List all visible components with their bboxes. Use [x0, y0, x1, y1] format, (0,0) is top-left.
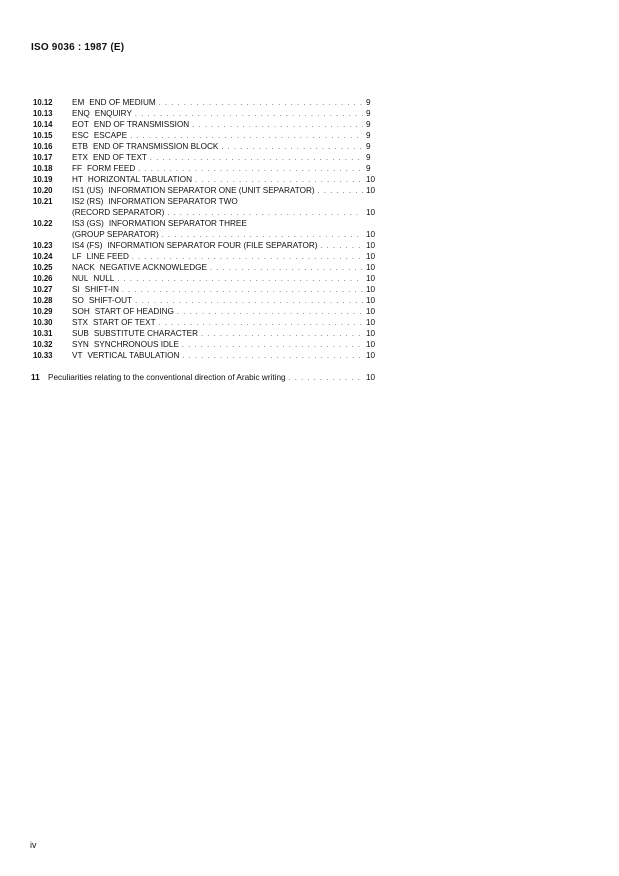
toc-entry-page-number: 9 — [366, 153, 371, 162]
toc-entry-page-number: 10 — [366, 230, 376, 239]
toc-entry-abbreviation: SUB — [72, 329, 89, 338]
document-header — [31, 42, 124, 53]
toc-entry — [33, 196, 378, 207]
toc-entry-abbreviation: ESC — [72, 131, 89, 140]
toc-entry-title: SHIFT-OUT — [88, 296, 133, 305]
dot-leader — [177, 307, 363, 318]
toc-entry-number: 10.30 — [33, 318, 53, 327]
toc-entry-abbreviation: LF — [72, 252, 82, 261]
toc-entry — [33, 163, 378, 174]
toc-entry-abbreviation: IS2 (RS) — [72, 197, 104, 206]
toc-entry-page-number: 10 — [366, 340, 376, 349]
clause-title: Peculiarities relating to the conventional direction of Arabic writing — [48, 373, 286, 382]
toc-entry-title: NEGATIVE ACKNOWLEDGE — [99, 263, 207, 272]
toc-entry-page-number: 10 — [366, 274, 376, 283]
toc-entry-title: END OF MEDIUM — [89, 98, 156, 107]
table-of-contents — [33, 97, 378, 361]
toc-entry-page-number: 9 — [366, 120, 371, 129]
toc-entry — [33, 240, 378, 251]
toc-entry-number: 10.28 — [33, 296, 53, 305]
toc-entry-page-number: 10 — [366, 252, 376, 261]
toc-entry — [33, 273, 378, 284]
toc-entry-number: 10.26 — [33, 274, 53, 283]
dot-leader — [182, 340, 363, 351]
dot-leader — [150, 153, 363, 164]
toc-entry — [33, 328, 378, 339]
toc-entry-number: 10.25 — [33, 263, 53, 272]
toc-entry-page-number: 9 — [366, 142, 371, 151]
toc-entry — [33, 130, 378, 141]
toc-entry-page-number: 9 — [366, 131, 371, 140]
toc-entry-number: 10.18 — [33, 164, 53, 173]
toc-entry-abbreviation: HT — [72, 175, 83, 184]
toc-entry-number: 10.13 — [33, 109, 53, 118]
toc-entry-abbreviation: EM — [72, 98, 85, 107]
dot-leader — [182, 351, 363, 362]
toc-entry-abbreviation: STX — [72, 318, 88, 327]
page-number: iv — [30, 840, 37, 850]
toc-entry-number: 10.14 — [33, 120, 53, 129]
toc-entry-abbreviation: SO — [72, 296, 84, 305]
toc-entry-page-number: 9 — [366, 164, 371, 173]
toc-entry-number: 10.29 — [33, 307, 53, 316]
toc-entry-abbreviation: ETB — [72, 142, 88, 151]
toc-entry-continuation — [33, 207, 378, 218]
toc-entry-page-number: 10 — [366, 175, 376, 184]
toc-entry-number: 10.32 — [33, 340, 53, 349]
toc-entry-page-number: 10 — [366, 208, 376, 217]
toc-entry-page-number: 10 — [366, 285, 376, 294]
toc-entry-page-number: 10 — [366, 329, 376, 338]
toc-entry-number: 10.22 — [33, 219, 53, 228]
toc-entry-title-continued: (RECORD SEPARATOR) — [72, 208, 165, 217]
toc-entry-page-number: 10 — [366, 241, 376, 250]
toc-entry-number: 10.15 — [33, 131, 53, 140]
dot-leader — [159, 98, 363, 109]
toc-entry-number: 10.21 — [33, 197, 53, 206]
toc-entry — [33, 97, 378, 108]
toc-entry-title: SHIFT-IN — [84, 285, 119, 294]
clause-number: 11 — [31, 373, 40, 382]
toc-entry-number: 10.33 — [33, 351, 53, 360]
toc-entry-page-number: 10 — [366, 318, 376, 327]
toc-entry — [33, 295, 378, 306]
toc-entry-title: END OF TEXT — [92, 153, 147, 162]
toc-entry — [33, 218, 378, 229]
toc-entry-abbreviation: IS1 (US) — [72, 186, 104, 195]
toc-entry — [33, 339, 378, 350]
toc-entry-page-number: 10 — [366, 307, 376, 316]
toc-entry-title: ESCAPE — [93, 131, 128, 140]
toc-entry-page-number: 10 — [366, 351, 376, 360]
toc-entry — [33, 262, 378, 273]
dot-leader — [318, 186, 363, 197]
toc-entry-abbreviation: SYN — [72, 340, 89, 349]
toc-entry-abbreviation: FF — [72, 164, 83, 173]
toc-entry-page-number: 9 — [366, 98, 371, 107]
toc-entry-page-number: 10 — [366, 296, 376, 305]
toc-entry-page-number: 10 — [366, 186, 376, 195]
toc-entry — [33, 306, 378, 317]
toc-entry-abbreviation: VT — [72, 351, 83, 360]
toc-entry-title: START OF HEADING — [94, 307, 174, 316]
toc-entry-number: 10.31 — [33, 329, 53, 338]
toc-entry-title: INFORMATION SEPARATOR FOUR (FILE SEPARATOR) — [107, 241, 318, 250]
toc-entry — [33, 141, 378, 152]
toc-entry-title-continued: (GROUP SEPARATOR) — [72, 230, 159, 239]
toc-entry-number: 10.16 — [33, 142, 53, 151]
toc-entry-number: 10.20 — [33, 186, 53, 195]
toc-entry-title: INFORMATION SEPARATOR THREE — [108, 219, 247, 228]
dot-leader — [117, 274, 363, 285]
dot-leader — [321, 241, 364, 252]
dot-leader — [201, 329, 363, 340]
toc-entry-number: 10.12 — [33, 98, 53, 107]
toc-entry-title: HORIZONTAL TABULATION — [87, 175, 193, 184]
toc-entry — [33, 317, 378, 328]
toc-entry-number: 10.24 — [33, 252, 53, 261]
toc-entry-abbreviation: SOH — [72, 307, 90, 316]
toc-entry-abbreviation: NACK — [72, 263, 95, 272]
dot-leader — [122, 285, 363, 296]
toc-entry-title: END OF TRANSMISSION — [93, 120, 190, 129]
toc-entry-continuation — [33, 229, 378, 240]
toc-entry-abbreviation: ENQ — [72, 109, 90, 118]
toc-entry-page-number: 10 — [366, 263, 376, 272]
toc-entry — [33, 350, 378, 361]
toc-entry-title: ENQUIRY — [94, 109, 132, 118]
toc-entry-abbreviation: IS4 (FS) — [72, 241, 103, 250]
page-footer — [30, 840, 37, 850]
toc-entry — [33, 174, 378, 185]
toc-entry-title: END OF TRANSMISSION BLOCK — [92, 142, 219, 151]
toc-entry — [33, 185, 378, 196]
toc-entry-page-number: 9 — [366, 109, 371, 118]
standard-reference: ISO 9036 : 1987 (E) — [31, 42, 125, 53]
toc-entry-abbreviation: EOT — [72, 120, 89, 129]
toc-entry — [33, 108, 378, 119]
toc-entry — [33, 152, 378, 163]
toc-entry-title: INFORMATION SEPARATOR TWO — [108, 197, 238, 206]
toc-entry — [33, 284, 378, 295]
toc-entry — [33, 251, 378, 262]
toc-entry-abbreviation: NUL — [72, 274, 89, 283]
toc-entry-title: SYNCHRONOUS IDLE — [93, 340, 179, 349]
toc-entry-title: LINE FEED — [86, 252, 129, 261]
toc-entry-title: NULL — [93, 274, 115, 283]
toc-clause-11 — [31, 372, 378, 384]
dot-leader — [210, 263, 363, 274]
toc-entry-title: START OF TEXT — [92, 318, 156, 327]
toc-entry-number: 10.19 — [33, 175, 53, 184]
toc-entry-abbreviation: ETX — [72, 153, 88, 162]
toc-entry-number: 10.23 — [33, 241, 53, 250]
toc-entry-number: 10.17 — [33, 153, 53, 162]
toc-entry-title: INFORMATION SEPARATOR ONE (UNIT SEPARATOR) — [108, 186, 315, 195]
toc-entry-abbreviation: IS3 (GS) — [72, 219, 104, 228]
toc-entry — [33, 119, 378, 130]
toc-entry-number: 10.27 — [33, 285, 53, 294]
toc-entry-title: VERTICAL TABULATION — [87, 351, 180, 360]
toc-entry-title: FORM FEED — [87, 164, 136, 173]
dot-leader — [221, 142, 363, 153]
toc-entry-title: SUBSTITUTE CHARACTER — [93, 329, 199, 338]
clause-page-number: 10 — [366, 373, 376, 382]
toc-entry-abbreviation: SI — [72, 285, 80, 294]
dot-leader — [289, 373, 363, 384]
dot-leader — [192, 120, 363, 131]
